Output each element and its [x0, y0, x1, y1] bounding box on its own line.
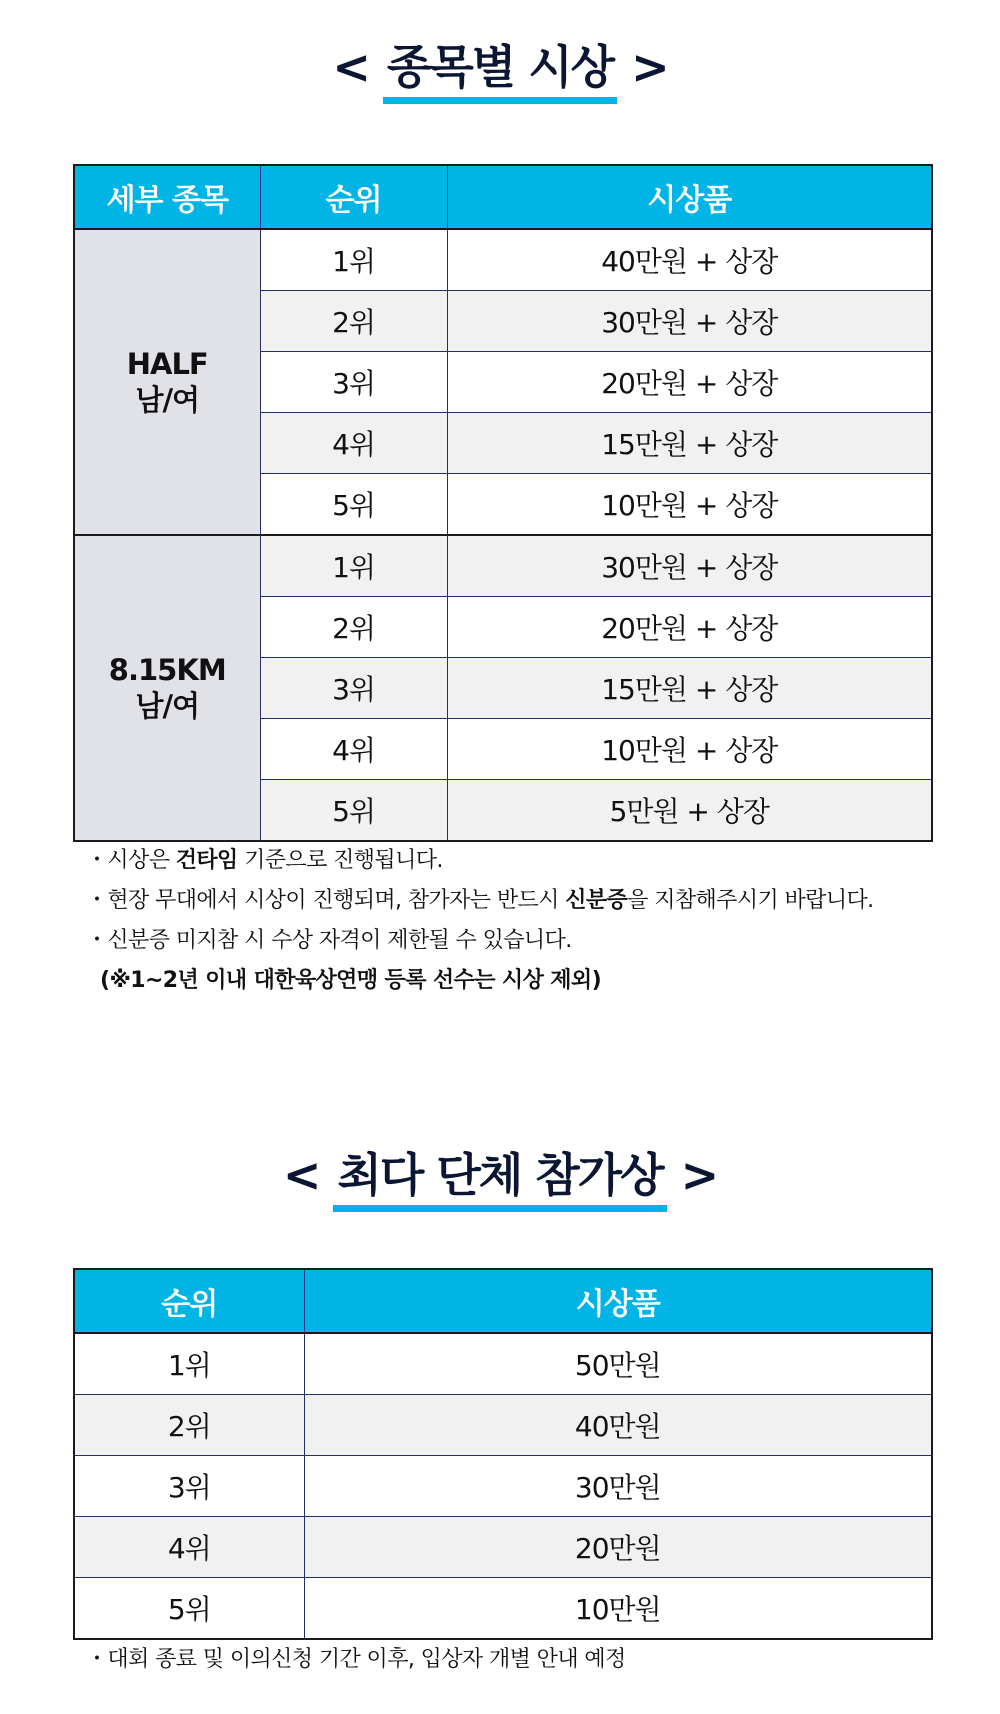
note-emphasis: 건타임 — [175, 848, 238, 873]
group-participation-table — [73, 1268, 933, 1640]
rank-cell: 4위 — [74, 1517, 304, 1578]
header-prize: 시상품 — [447, 165, 932, 229]
note-line — [86, 881, 874, 921]
bracket-right: > — [631, 40, 668, 94]
table-row — [74, 1395, 932, 1456]
header-event: 세부 종목 — [74, 165, 260, 229]
prize-cell: 50만원 — [304, 1333, 932, 1395]
note-line: ・대회 종료 및 이의신청 기간 이후, 입상자 개별 안내 예정 — [86, 1647, 626, 1672]
rank-cell: 3위 — [260, 658, 447, 719]
note-text: ・현장 무대에서 시상이 진행되며, 참가자는 반드시 — [86, 888, 566, 913]
prize-cell: 20만원 + 상장 — [447, 352, 932, 413]
prize-cell: 30만원 — [304, 1456, 932, 1517]
rank-cell: 1위 — [260, 535, 447, 597]
prize-cell: 40만원 — [304, 1395, 932, 1456]
section2-title-wrap — [282, 1148, 718, 1202]
rank-cell: 5위 — [260, 780, 447, 842]
table-row — [74, 535, 932, 597]
category-half — [74, 229, 260, 535]
table-row — [74, 1578, 932, 1640]
rank-cell: 4위 — [260, 719, 447, 780]
header-prize: 시상품 — [304, 1269, 932, 1333]
rank-cell: 1위 — [260, 229, 447, 291]
section1-title-label: 종목별 시상 — [386, 40, 614, 94]
rank-cell: 4위 — [260, 413, 447, 474]
prize-cell: 30만원 + 상장 — [447, 535, 932, 597]
section1-notes — [86, 841, 874, 1001]
note-text: 기준으로 진행됩니다. — [237, 848, 443, 873]
section2-title-label: 최다 단체 참가상 — [337, 1148, 663, 1202]
note-text: 을 지참해주시기 바랍니다. — [627, 888, 874, 913]
section1-title — [383, 40, 617, 94]
prize-cell: 40만원 + 상장 — [447, 229, 932, 291]
prize-cell: 15만원 + 상장 — [447, 413, 932, 474]
prize-cell: 20만원 + 상장 — [447, 597, 932, 658]
awards-by-event-table — [73, 164, 933, 842]
rank-cell: 2위 — [260, 291, 447, 352]
table-row — [74, 1517, 932, 1578]
table-row — [74, 1333, 932, 1395]
section2-title-underline — [333, 1205, 666, 1212]
table-row — [74, 1456, 932, 1517]
bracket-left: < — [332, 40, 369, 94]
note-emphasis: 신분증 — [565, 888, 628, 913]
prize-cell: 15만원 + 상장 — [447, 658, 932, 719]
bracket-right: > — [680, 1148, 718, 1202]
category-half-line1: HALF — [126, 346, 208, 381]
header-rank: 순위 — [74, 1269, 304, 1333]
prize-cell: 20만원 — [304, 1517, 932, 1578]
section2-notes — [86, 1640, 626, 1680]
table-header-row — [74, 1269, 932, 1333]
prize-cell: 5만원 + 상장 — [447, 780, 932, 842]
table-header-row — [74, 165, 932, 229]
rank-cell: 1위 — [74, 1333, 304, 1395]
rank-cell: 3위 — [260, 352, 447, 413]
section2-title-block — [0, 1148, 1000, 1202]
section1-title-block — [0, 40, 1000, 94]
section2-title — [333, 1148, 666, 1202]
bracket-left: < — [282, 1148, 320, 1202]
table-row — [74, 229, 932, 291]
rank-cell: 5위 — [74, 1578, 304, 1640]
note-line: ・신분증 미지참 시 수상 자격이 제한될 수 있습니다. — [86, 928, 572, 953]
category-half-line2: 남/여 — [135, 383, 200, 417]
note-text: ・시상은 — [86, 848, 176, 873]
prize-cell: 10만원 — [304, 1578, 932, 1640]
header-rank: 순위 — [260, 165, 447, 229]
prize-cell: 10만원 + 상장 — [447, 474, 932, 536]
category-815km-line2: 남/여 — [135, 689, 200, 723]
section1-title-wrap — [332, 40, 668, 94]
category-815km-line1: 8.15KM — [108, 652, 226, 687]
rank-cell: 2위 — [260, 597, 447, 658]
category-815km — [74, 535, 260, 841]
note-line — [86, 841, 874, 881]
prize-cell: 10만원 + 상장 — [447, 719, 932, 780]
rank-cell: 5위 — [260, 474, 447, 536]
prize-cell: 30만원 + 상장 — [447, 291, 932, 352]
rank-cell: 2위 — [74, 1395, 304, 1456]
section1-title-underline — [383, 97, 617, 104]
rank-cell: 3위 — [74, 1456, 304, 1517]
note-line: (※1~2년 이내 대한육상연맹 등록 선수는 시상 제외) — [100, 968, 602, 993]
